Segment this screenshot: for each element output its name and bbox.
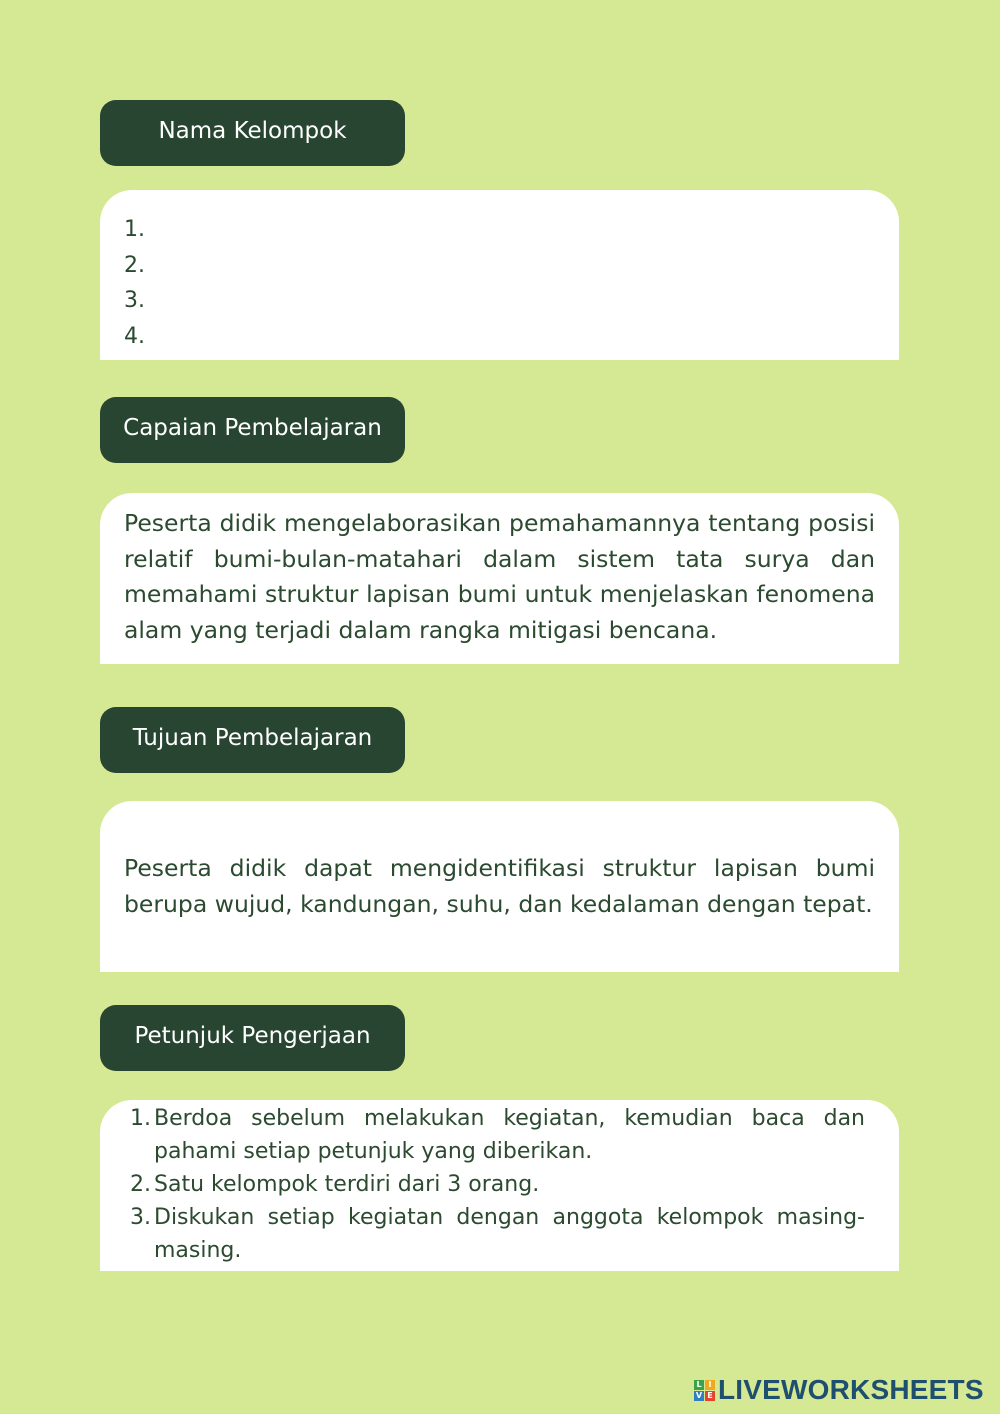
member-item-2: 2.: [124, 252, 145, 278]
logo-icon-letter: E: [705, 1391, 715, 1401]
instruction-item: [130, 1201, 865, 1267]
liveworksheets-brand-text: LIVEWORKSHEETS: [718, 1374, 984, 1405]
tujuan-label-text: Tujuan Pembelajaran: [132, 725, 373, 751]
nama-kelompok-label: [100, 100, 405, 166]
nama-kelompok-label-text: Nama Kelompok: [158, 118, 347, 144]
logo-icon-letter: I: [705, 1380, 715, 1390]
instruction-text: Berdoa sebelum melakukan kegiatan, kemudian baca dan pahami setiap petunjuk yang diberikan.: [154, 1106, 865, 1164]
petunjuk-box: [100, 1100, 899, 1271]
member-list: [100, 190, 899, 354]
instruction-number: 1.: [130, 1106, 151, 1131]
instruction-list: [100, 1102, 899, 1267]
nama-kelompok-box: [100, 190, 899, 360]
capaian-label-text: Capaian Pembelajaran: [123, 415, 382, 441]
instruction-text: Satu kelompok terdiri dari 3 orang.: [154, 1172, 540, 1197]
instruction-number: 3.: [130, 1205, 151, 1230]
tujuan-box: [100, 801, 899, 972]
liveworksheets-icon: [694, 1380, 715, 1401]
capaian-box: [100, 493, 899, 664]
petunjuk-label-text: Petunjuk Pengerjaan: [134, 1023, 371, 1049]
member-item-1: 1.: [124, 217, 145, 242]
logo-icon-letter: L: [694, 1380, 704, 1390]
tujuan-label: [100, 707, 405, 773]
petunjuk-label: [100, 1005, 405, 1071]
instruction-item: [130, 1102, 865, 1168]
capaian-label: [100, 397, 405, 463]
instruction-text: Diskukan setiap kegiatan dengan anggota kelompok masing-masing.: [154, 1205, 865, 1263]
member-item-4: 4.: [124, 323, 145, 349]
tujuan-text: Peserta didik dapat mengidentifikasi struktur lapisan bumi berupa wujud, kandungan, suhu, dan kedalaman dengan tepat.: [124, 854, 875, 918]
logo-icon-letter: V: [695, 1390, 703, 1400]
liveworksheets-logo[interactable]: [694, 1375, 984, 1405]
instruction-item: [130, 1168, 865, 1201]
instruction-number: 2.: [130, 1172, 151, 1197]
capaian-text: Peserta didik mengelaborasikan pemahamannya tentang posisi relatif bumi-bulan-matahari dalam sistem tata surya dan memahami struktur lapisan bumi untuk menjelaskan fenomena alam yang terjadi dalam rangka mitigasi bencana.: [124, 509, 875, 644]
member-item-3: 3.: [124, 288, 145, 313]
